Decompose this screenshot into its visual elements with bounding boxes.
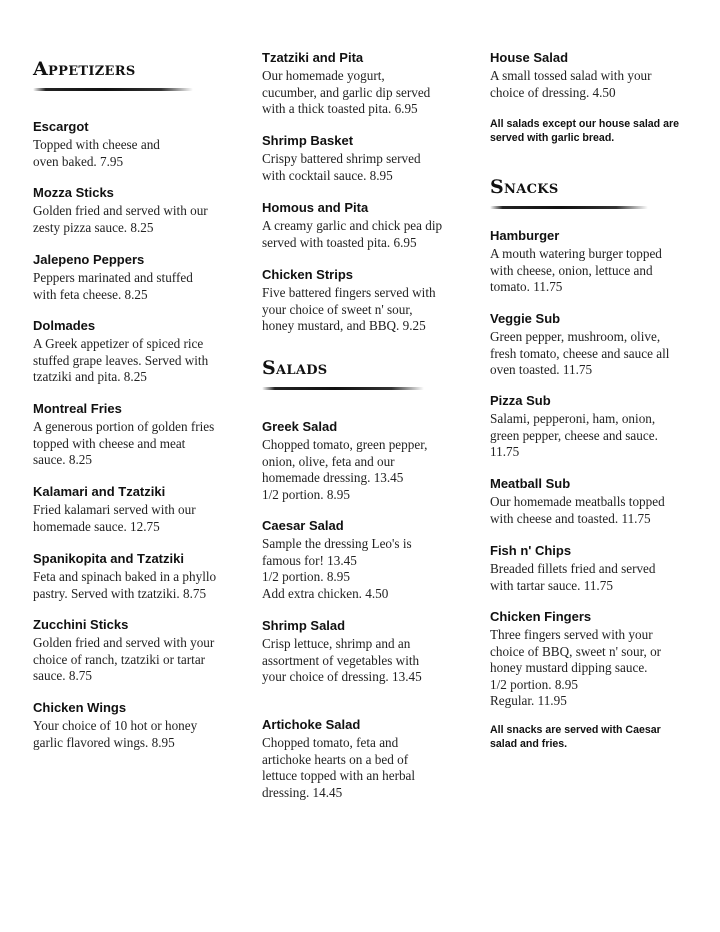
desc-line: Chopped tomato, green pepper, — [262, 437, 428, 452]
menu-item — [262, 419, 477, 503]
menu-item — [262, 50, 477, 118]
menu-item — [33, 700, 248, 751]
desc-line: green pepper, cheese and sauce. — [490, 427, 658, 443]
item-description — [262, 151, 477, 184]
item-description — [490, 494, 705, 527]
item-description — [490, 246, 705, 296]
item-name: Caesar Salad — [262, 518, 344, 533]
item-name: Zucchini Sticks — [33, 617, 129, 632]
desc-line: Our homemade yogurt, — [262, 68, 385, 83]
desc-line: choice of BBQ, sweet n' sour, or — [490, 643, 662, 659]
menu-item — [33, 551, 248, 602]
menu-item — [33, 484, 248, 535]
desc-line: Fried kalamari served with our — [33, 502, 196, 517]
desc-line: with tartar sauce. 11.75 — [490, 577, 613, 593]
item-description — [33, 419, 248, 469]
item-description — [490, 411, 705, 461]
desc-line: 1/2 portion. 8.95 — [262, 569, 350, 585]
salads-note — [490, 117, 690, 145]
desc-line: Golden fried and served with your — [33, 635, 215, 650]
item-name: Artichoke Salad — [262, 717, 361, 732]
item-description — [33, 569, 248, 602]
item-description — [262, 636, 477, 686]
item-description — [262, 218, 477, 251]
desc-line: Your choice of 10 hot or honey — [33, 718, 198, 733]
desc-line: dressing. 14.45 — [262, 784, 343, 800]
desc-line: stuffed grape leaves. Served with — [33, 352, 209, 368]
desc-line: sauce. 8.75 — [33, 668, 92, 684]
desc-line: oven baked. 7.95 — [33, 153, 124, 169]
brush-divider — [262, 387, 424, 390]
desc-line: your choice of dressing. 13.45 — [262, 669, 422, 685]
desc-line: oven toasted. 11.75 — [490, 362, 593, 378]
menu-item — [262, 717, 477, 801]
item-name: Chicken Fingers — [490, 609, 592, 624]
desc-line: choice of dressing. 4.50 — [490, 84, 616, 100]
desc-line: A creamy garlic and chick pea dip — [262, 218, 443, 233]
snacks-note — [490, 723, 690, 751]
item-description — [33, 635, 248, 685]
desc-line: Topped with cheese and — [33, 137, 160, 152]
desc-line: Five battered fingers served with — [262, 285, 436, 300]
item-description — [490, 329, 705, 379]
menu-item — [262, 267, 477, 335]
menu-item — [262, 618, 477, 686]
desc-line: artichoke hearts on a bed of — [262, 751, 409, 767]
item-description — [262, 285, 477, 335]
note-line: All snacks are served with Caesar — [490, 724, 661, 736]
menu-item — [490, 476, 705, 527]
item-name: Fish n' Chips — [490, 543, 572, 558]
note-line: served with garlic bread. — [490, 132, 615, 144]
menu-item — [33, 185, 248, 236]
menu-item — [33, 318, 248, 386]
menu-item — [490, 543, 705, 594]
desc-line: pastry. Served with tzatziki. 8.75 — [33, 585, 207, 601]
brush-divider — [33, 88, 193, 91]
desc-line: zesty pizza sauce. 8.25 — [33, 219, 154, 235]
desc-line: tzatziki and pita. 8.25 — [33, 369, 147, 385]
item-name: Greek Salad — [262, 419, 338, 434]
desc-line: tomato. 11.75 — [490, 279, 563, 295]
menu-item — [33, 252, 248, 303]
menu-item — [490, 609, 705, 710]
item-name: Shrimp Basket — [262, 133, 354, 148]
item-description — [490, 68, 705, 101]
desc-line: A small tossed salad with your — [490, 68, 652, 83]
desc-line: Chopped tomato, feta and — [262, 735, 399, 750]
desc-line: cucumber, and garlic dip served — [262, 84, 431, 100]
desc-line: sauce. 8.25 — [33, 452, 92, 468]
desc-line: Golden fried and served with our — [33, 203, 208, 218]
desc-line: Add extra chicken. 4.50 — [262, 585, 389, 601]
desc-line: Our homemade meatballs topped — [490, 494, 665, 509]
item-name: Meatball Sub — [490, 476, 571, 491]
desc-line: Breaded fillets fried and served — [490, 561, 656, 576]
snacks-heading — [490, 176, 648, 209]
desc-line: homemade dressing. 13.45 — [262, 470, 404, 486]
item-name: Spanikopita and Tzatziki — [33, 551, 184, 566]
item-description — [490, 627, 705, 710]
item-name: Montreal Fries — [33, 401, 122, 416]
desc-line: garlic flavored wings. 8.95 — [33, 734, 175, 750]
item-name: Shrimp Salad — [262, 618, 346, 633]
desc-line: A Greek appetizer of spiced rice — [33, 336, 204, 351]
desc-line: Salami, pepperoni, ham, onion, — [490, 411, 656, 426]
item-name: Chicken Strips — [262, 267, 354, 282]
item-name: Escargot — [33, 119, 89, 134]
menu-item — [490, 393, 705, 461]
item-description — [262, 536, 477, 602]
item-description — [33, 718, 248, 751]
item-description — [262, 68, 477, 118]
menu-item — [490, 228, 705, 296]
section-title-appetizers: Appetizers — [33, 58, 136, 80]
item-description — [33, 203, 248, 236]
desc-line: assortment of vegetables with — [262, 652, 420, 668]
item-name: Pizza Sub — [490, 393, 551, 408]
desc-line: Sample the dressing Leo's is — [262, 536, 412, 551]
brush-divider — [490, 206, 648, 209]
desc-line: your choice of sweet n' sour, — [262, 301, 413, 317]
menu-item — [33, 401, 248, 469]
desc-line: famous for! 13.45 — [262, 552, 357, 568]
desc-line: 1/2 portion. 8.95 — [262, 486, 350, 502]
desc-line: choice of ranch, tzatziki or tartar — [33, 651, 206, 667]
desc-line: with cheese, onion, lettuce and — [490, 262, 653, 278]
section-title-snacks: Snacks — [490, 176, 559, 198]
desc-line: with cheese and toasted. 11.75 — [490, 510, 651, 526]
desc-line: with feta cheese. 8.25 — [33, 286, 148, 302]
salads-heading — [262, 357, 424, 390]
menu-item — [262, 200, 477, 251]
item-description — [262, 437, 477, 503]
item-name: Dolmades — [33, 318, 96, 333]
desc-line: A mouth watering burger topped — [490, 246, 662, 261]
desc-line: Green pepper, mushroom, olive, — [490, 329, 661, 344]
menu-item — [490, 311, 705, 379]
desc-line: topped with cheese and meat — [33, 435, 186, 451]
item-name: Tzatziki and Pita — [262, 50, 364, 65]
desc-line: A generous portion of golden fries — [33, 419, 215, 434]
desc-line: Crispy battered shrimp served — [262, 151, 421, 166]
desc-line: fresh tomato, cheese and sauce all — [490, 345, 670, 361]
item-name: Chicken Wings — [33, 700, 127, 715]
item-name: Veggie Sub — [490, 311, 561, 326]
item-description — [262, 735, 477, 801]
desc-line: lettuce topped with an herbal — [262, 768, 416, 784]
desc-line: 11.75 — [490, 444, 520, 460]
desc-line: Peppers marinated and stuffed — [33, 270, 193, 285]
item-description — [33, 270, 248, 303]
appetizers-heading — [33, 58, 193, 91]
desc-line: Crisp lettuce, shrimp and an — [262, 636, 411, 651]
item-name: Hamburger — [490, 228, 560, 243]
note-line: salad and fries. — [490, 738, 568, 750]
item-description — [33, 336, 248, 386]
item-description — [33, 502, 248, 535]
item-name: Kalamari and Tzatziki — [33, 484, 166, 499]
desc-line: served with toasted pita. 6.95 — [262, 234, 417, 250]
menu-item — [490, 50, 705, 101]
item-name: House Salad — [490, 50, 569, 65]
desc-line: Feta and spinach baked in a phyllo — [33, 569, 217, 584]
menu-item — [33, 617, 248, 685]
section-title-salads: Salads — [262, 357, 328, 379]
menu-item — [262, 133, 477, 184]
desc-line: 1/2 portion. 8.95 — [490, 676, 578, 692]
desc-line: onion, olive, feta and our — [262, 453, 395, 469]
desc-line: honey mustard dipping sauce. — [490, 660, 648, 676]
desc-line: Regular. 11.95 — [490, 693, 567, 709]
desc-line: homemade sauce. 12.75 — [33, 518, 160, 534]
item-name: Mozza Sticks — [33, 185, 114, 200]
menu-item — [33, 119, 248, 170]
item-description — [490, 561, 705, 594]
desc-line: Three fingers served with your — [490, 627, 653, 642]
desc-line: honey mustard, and BBQ. 9.25 — [262, 318, 426, 334]
item-name: Jalepeno Peppers — [33, 252, 145, 267]
note-line: All salads except our house salad are — [490, 118, 680, 130]
desc-line: with a thick toasted pita. 6.95 — [262, 101, 418, 117]
desc-line: with cocktail sauce. 8.95 — [262, 167, 393, 183]
item-name: Homous and Pita — [262, 200, 369, 215]
menu-item — [262, 518, 477, 602]
item-description — [33, 137, 248, 170]
